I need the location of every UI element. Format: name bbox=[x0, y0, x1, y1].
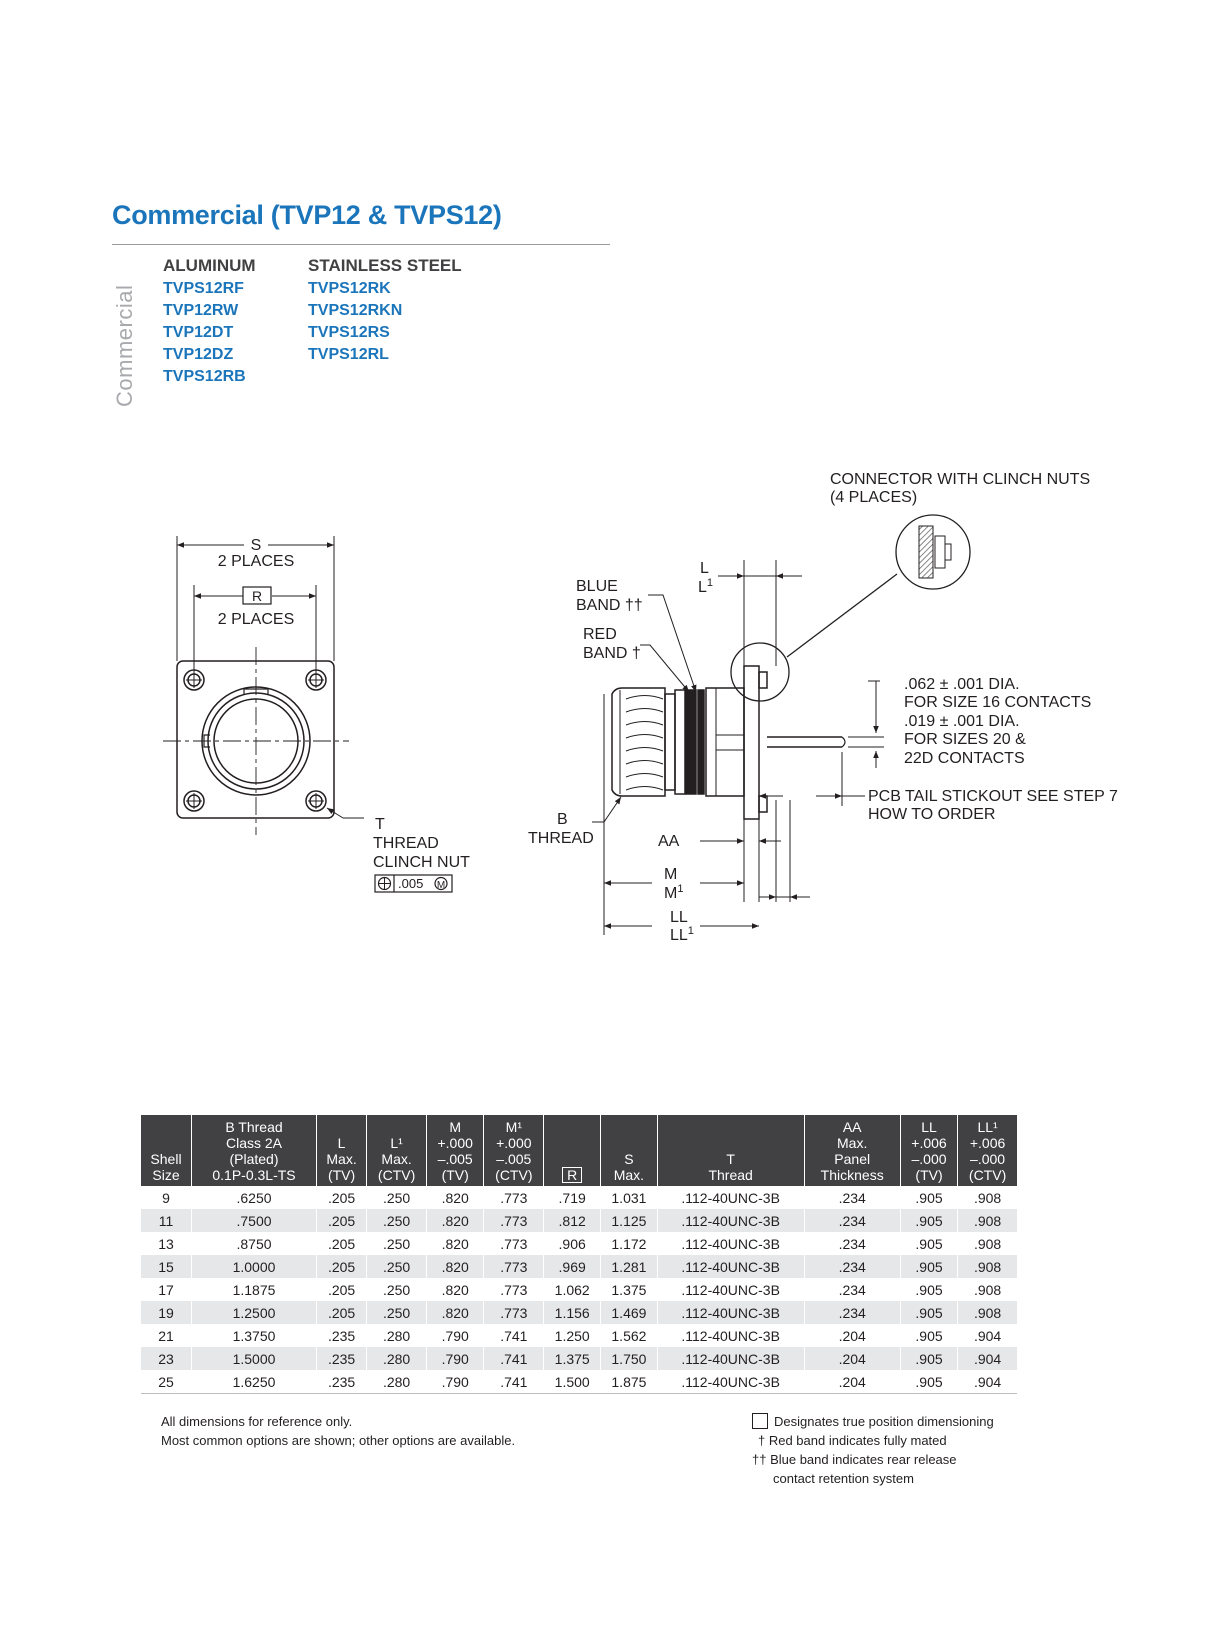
table-cell: .280 bbox=[367, 1347, 427, 1370]
column-header-line: Size bbox=[152, 1167, 180, 1183]
table-row bbox=[141, 1324, 1017, 1347]
table-cell: .280 bbox=[367, 1370, 427, 1394]
red-band-label: RED bbox=[583, 626, 617, 643]
table-cell: 1.1875 bbox=[191, 1278, 316, 1301]
table-header bbox=[141, 1115, 1017, 1186]
part-number: TVPS12RKN bbox=[308, 302, 403, 319]
table-cell: .204 bbox=[804, 1370, 900, 1394]
column-header bbox=[317, 1115, 367, 1186]
column-header bbox=[900, 1115, 957, 1186]
l1-label: $L^1$ bbox=[698, 577, 714, 596]
column-header-line: T bbox=[726, 1151, 735, 1167]
dia-label-2: FOR SIZE 16 CONTACTS bbox=[904, 694, 1092, 711]
column-header bbox=[484, 1115, 544, 1186]
table-cell: .205 bbox=[317, 1278, 367, 1301]
column-header-line: +.006 bbox=[969, 1135, 1006, 1151]
column-header-line: AA bbox=[842, 1119, 862, 1135]
table-cell: 1.250 bbox=[544, 1324, 601, 1347]
table-row bbox=[141, 1301, 1017, 1324]
table-cell: .6250 bbox=[191, 1186, 316, 1209]
table-cell: 1.2500 bbox=[191, 1301, 316, 1324]
table-cell: 25 bbox=[141, 1370, 191, 1394]
pcb-tail-label: PCB TAIL STICKOUT SEE STEP 7 bbox=[868, 788, 1118, 805]
table-cell: .250 bbox=[367, 1255, 427, 1278]
table-cell: .906 bbox=[544, 1232, 601, 1255]
table-cell: .905 bbox=[900, 1255, 957, 1278]
dia-label-3: .019 ± .001 DIA. bbox=[904, 713, 1020, 730]
table-cell: .820 bbox=[427, 1301, 484, 1324]
dia-label-5: 22D CONTACTS bbox=[904, 750, 1025, 767]
part-number: TVPS12RL bbox=[308, 346, 389, 363]
column-header bbox=[657, 1115, 804, 1186]
column-header-line: +.000 bbox=[496, 1135, 532, 1151]
table-cell: .908 bbox=[958, 1186, 1017, 1209]
table-cell: .908 bbox=[958, 1209, 1017, 1232]
column-header-line: +.006 bbox=[911, 1135, 947, 1151]
table-cell: .820 bbox=[427, 1232, 484, 1255]
table-cell: 1.5000 bbox=[191, 1347, 316, 1370]
column-header-line: –.005 bbox=[496, 1151, 532, 1167]
table-cell: 13 bbox=[141, 1232, 191, 1255]
part-number: TVP12DT bbox=[163, 324, 234, 341]
table-cell: .234 bbox=[804, 1278, 900, 1301]
note-reference: All dimensions for reference only. bbox=[161, 1414, 353, 1429]
table-cell: 1.469 bbox=[601, 1301, 658, 1324]
table-cell: .205 bbox=[317, 1209, 367, 1232]
table-cell: .250 bbox=[367, 1301, 427, 1324]
table-cell: .235 bbox=[317, 1324, 367, 1347]
table-cell: .234 bbox=[804, 1232, 900, 1255]
table-cell: .905 bbox=[900, 1347, 957, 1370]
part-number: TVP12RW bbox=[163, 302, 239, 319]
tolerance-value: .005 bbox=[398, 876, 424, 891]
l-label: L bbox=[700, 560, 709, 577]
column-header bbox=[601, 1115, 658, 1186]
aa-label: AA bbox=[658, 833, 680, 850]
ll1-label: $LL^1$ bbox=[670, 925, 694, 944]
m1-label: $M^1$ bbox=[664, 883, 684, 902]
table-cell: .112-40UNC-3B bbox=[657, 1324, 804, 1347]
table-cell: .908 bbox=[958, 1232, 1017, 1255]
table-cell: 11 bbox=[141, 1209, 191, 1232]
clinch-nut-label: CLINCH NUT bbox=[373, 854, 470, 871]
table-row bbox=[141, 1186, 1017, 1209]
connector-callout: CONNECTOR WITH CLINCH NUTS bbox=[830, 471, 1091, 488]
table-cell: 1.500 bbox=[544, 1370, 601, 1394]
table-cell: .250 bbox=[367, 1278, 427, 1301]
table-cell: .112-40UNC-3B bbox=[657, 1255, 804, 1278]
legend-blue-band: †† Blue band indicates rear release bbox=[752, 1452, 957, 1467]
table-cell: .235 bbox=[317, 1347, 367, 1370]
table-cell: 1.062 bbox=[544, 1278, 601, 1301]
table-cell: .773 bbox=[484, 1301, 544, 1324]
table-cell: .7500 bbox=[191, 1209, 316, 1232]
table-cell: .812 bbox=[544, 1209, 601, 1232]
table-cell: .790 bbox=[427, 1347, 484, 1370]
table-cell: .790 bbox=[427, 1370, 484, 1394]
side-tab-label: Commercial bbox=[112, 284, 137, 407]
column-header-line: 0.1P-0.3L-TS bbox=[212, 1167, 296, 1183]
table-cell: .908 bbox=[958, 1255, 1017, 1278]
table-cell: 1.0000 bbox=[191, 1255, 316, 1278]
table-cell: 1.172 bbox=[601, 1232, 658, 1255]
page-title: Commercial (TVP12 & TVPS12) bbox=[112, 200, 502, 230]
table-cell: .250 bbox=[367, 1186, 427, 1209]
column-header-line: Thread bbox=[708, 1167, 753, 1183]
table-cell: .250 bbox=[367, 1209, 427, 1232]
table-cell: .280 bbox=[367, 1324, 427, 1347]
true-position-box-icon bbox=[752, 1413, 768, 1429]
table-cell: 17 bbox=[141, 1278, 191, 1301]
column-header bbox=[804, 1115, 900, 1186]
column-header-line: R bbox=[562, 1167, 582, 1183]
ll-label: LL bbox=[670, 909, 688, 926]
column-header-line: B Thread bbox=[225, 1119, 283, 1135]
column-header-line: (CTV) bbox=[968, 1167, 1007, 1183]
table-cell: .112-40UNC-3B bbox=[657, 1209, 804, 1232]
part-number: TVPS12RF bbox=[163, 280, 244, 297]
table-cell: .741 bbox=[484, 1324, 544, 1347]
table-row bbox=[141, 1209, 1017, 1232]
aluminum-heading: ALUMINUM bbox=[163, 256, 256, 275]
table-cell: .741 bbox=[484, 1347, 544, 1370]
legend-red-band: † Red band indicates fully mated bbox=[758, 1433, 947, 1448]
red-band-label-2: BAND † bbox=[583, 645, 641, 662]
table-cell: .234 bbox=[804, 1209, 900, 1232]
column-header-line: LL bbox=[921, 1119, 937, 1135]
column-header bbox=[958, 1115, 1017, 1186]
stainless-heading: STAINLESS STEEL bbox=[308, 256, 462, 275]
table-cell: .250 bbox=[367, 1232, 427, 1255]
table-row bbox=[141, 1347, 1017, 1370]
table-cell: .204 bbox=[804, 1347, 900, 1370]
connector-callout-places: (4 PLACES) bbox=[830, 489, 918, 506]
legend-true-position: Designates true position dimensioning bbox=[774, 1414, 994, 1429]
column-header-line: L¹ bbox=[390, 1135, 403, 1151]
b-label: B bbox=[557, 811, 568, 828]
table-cell: .905 bbox=[900, 1301, 957, 1324]
table-cell: .904 bbox=[958, 1324, 1017, 1347]
column-header bbox=[427, 1115, 484, 1186]
table-cell: 1.750 bbox=[601, 1347, 658, 1370]
table-cell: .112-40UNC-3B bbox=[657, 1232, 804, 1255]
column-header bbox=[544, 1115, 601, 1186]
blue-band-label: BLUE bbox=[576, 578, 618, 595]
column-header bbox=[367, 1115, 427, 1186]
table-cell: 1.031 bbox=[601, 1186, 658, 1209]
column-header bbox=[191, 1115, 316, 1186]
column-header-line: M¹ bbox=[505, 1119, 522, 1135]
column-header-line: –.005 bbox=[437, 1151, 473, 1167]
table-cell: .820 bbox=[427, 1186, 484, 1209]
table-cell: 1.375 bbox=[544, 1347, 601, 1370]
table-cell: .205 bbox=[317, 1301, 367, 1324]
column-header-line: (CTV) bbox=[495, 1167, 533, 1183]
table-cell: 9 bbox=[141, 1186, 191, 1209]
column-header-line: Thickness bbox=[820, 1167, 884, 1183]
dimension-table bbox=[141, 1115, 1017, 1394]
table-cell: 15 bbox=[141, 1255, 191, 1278]
table-cell: .234 bbox=[804, 1255, 900, 1278]
table-row bbox=[141, 1370, 1017, 1394]
table-cell: .234 bbox=[804, 1186, 900, 1209]
column-header-line: Class 2A bbox=[225, 1135, 283, 1151]
table-cell: .904 bbox=[958, 1370, 1017, 1394]
column-header-line: +.000 bbox=[437, 1135, 473, 1151]
table-cell: .905 bbox=[900, 1370, 957, 1394]
column-header-line: (CTV) bbox=[377, 1167, 416, 1183]
dia-label-1: .062 ± .001 DIA. bbox=[904, 676, 1020, 693]
r-label: R bbox=[251, 588, 263, 604]
table-cell: .205 bbox=[317, 1255, 367, 1278]
part-number: TVPS12RS bbox=[308, 324, 390, 341]
table-cell: .8750 bbox=[191, 1232, 316, 1255]
table-cell: .904 bbox=[958, 1347, 1017, 1370]
table-cell: .741 bbox=[484, 1370, 544, 1394]
table-row bbox=[141, 1278, 1017, 1301]
table-cell: .905 bbox=[900, 1209, 957, 1232]
column-header-line: LL¹ bbox=[977, 1119, 998, 1135]
table-cell: 1.6250 bbox=[191, 1370, 316, 1394]
table-cell: .969 bbox=[544, 1255, 601, 1278]
column-header-line: Max. bbox=[837, 1135, 868, 1151]
r-places-label: 2 PLACES bbox=[217, 611, 295, 628]
column-header-line: Max. bbox=[326, 1151, 357, 1167]
table-cell: .205 bbox=[317, 1232, 367, 1255]
column-header bbox=[141, 1115, 191, 1186]
table-cell: .773 bbox=[484, 1278, 544, 1301]
part-number: TVP12DZ bbox=[163, 346, 234, 363]
tolerance-modifier: M bbox=[436, 880, 446, 891]
table-cell: .112-40UNC-3B bbox=[657, 1347, 804, 1370]
column-header-line: –.000 bbox=[911, 1151, 947, 1167]
column-header-line: Shell bbox=[150, 1151, 182, 1167]
table-cell: .773 bbox=[484, 1255, 544, 1278]
table-cell: .908 bbox=[958, 1301, 1017, 1324]
table-cell: 23 bbox=[141, 1347, 191, 1370]
table-cell: .908 bbox=[958, 1278, 1017, 1301]
table-cell: .773 bbox=[484, 1232, 544, 1255]
table-cell: .905 bbox=[900, 1324, 957, 1347]
table-cell: .820 bbox=[427, 1209, 484, 1232]
table-cell: .773 bbox=[484, 1209, 544, 1232]
table-cell: .790 bbox=[427, 1324, 484, 1347]
part-number: TVPS12RB bbox=[163, 368, 246, 385]
table-cell: .234 bbox=[804, 1301, 900, 1324]
table-row bbox=[141, 1232, 1017, 1255]
column-header-line: (TV) bbox=[441, 1167, 469, 1183]
column-header-line: –.000 bbox=[970, 1151, 1006, 1167]
table-cell: .112-40UNC-3B bbox=[657, 1278, 804, 1301]
table-cell: .204 bbox=[804, 1324, 900, 1347]
table-row bbox=[141, 1255, 1017, 1278]
column-header-line: (TV) bbox=[327, 1167, 356, 1183]
dia-label-4: FOR SIZES 20 & bbox=[904, 731, 1026, 748]
column-header-line: S bbox=[624, 1151, 634, 1167]
table-cell: .112-40UNC-3B bbox=[657, 1370, 804, 1394]
column-header-line: L bbox=[337, 1135, 346, 1151]
table-cell: 1.562 bbox=[601, 1324, 658, 1347]
table-cell: 1.156 bbox=[544, 1301, 601, 1324]
b-thread-label: THREAD bbox=[528, 830, 594, 847]
part-number: TVPS12RK bbox=[308, 280, 391, 297]
column-header-line: Panel bbox=[834, 1151, 871, 1167]
t-label: T bbox=[375, 816, 385, 833]
column-header-line: Max. bbox=[613, 1167, 645, 1183]
table-cell: .820 bbox=[427, 1255, 484, 1278]
table-cell: 1.125 bbox=[601, 1209, 658, 1232]
m-label: M bbox=[664, 866, 678, 883]
s-places-label: 2 PLACES bbox=[217, 553, 295, 570]
note-options: Most common options are shown; other options are available. bbox=[161, 1433, 516, 1448]
table-cell: .905 bbox=[900, 1232, 957, 1255]
table-cell: 19 bbox=[141, 1301, 191, 1324]
notes-left bbox=[161, 1412, 515, 1450]
table-cell: 1.375 bbox=[601, 1278, 658, 1301]
table-cell: .905 bbox=[900, 1278, 957, 1301]
legend-blue-band-2: contact retention system bbox=[773, 1471, 914, 1486]
blue-band-label-2: BAND †† bbox=[576, 597, 643, 614]
table-cell: .112-40UNC-3B bbox=[657, 1301, 804, 1324]
column-header-line: (TV) bbox=[915, 1167, 943, 1183]
notes-legend bbox=[752, 1412, 994, 1488]
column-header-line: Max. bbox=[381, 1151, 412, 1167]
table-body bbox=[141, 1186, 1017, 1394]
table-cell: 1.3750 bbox=[191, 1324, 316, 1347]
s-label: S bbox=[250, 537, 262, 554]
pcb-tail-label-2: HOW TO ORDER bbox=[868, 806, 996, 823]
column-header-line: M bbox=[449, 1119, 462, 1135]
table-cell: .112-40UNC-3B bbox=[657, 1186, 804, 1209]
table-cell: .235 bbox=[317, 1370, 367, 1394]
table-cell: .905 bbox=[900, 1186, 957, 1209]
table-cell: .719 bbox=[544, 1186, 601, 1209]
table-cell: 21 bbox=[141, 1324, 191, 1347]
table-cell: .820 bbox=[427, 1278, 484, 1301]
table-cell: .205 bbox=[317, 1186, 367, 1209]
table-cell: .773 bbox=[484, 1186, 544, 1209]
column-header-line: (Plated) bbox=[229, 1151, 279, 1167]
table-cell: 1.875 bbox=[601, 1370, 658, 1394]
thread-label: THREAD bbox=[373, 835, 439, 852]
table-cell: 1.281 bbox=[601, 1255, 658, 1278]
